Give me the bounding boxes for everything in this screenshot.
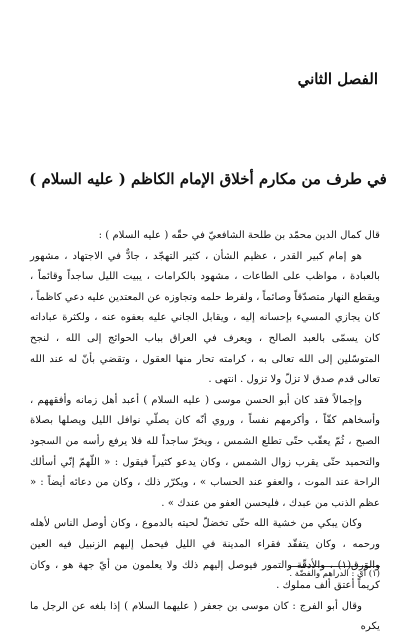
paragraph-charity: وكان يبكي من خشية الله حتّى تخضلّ لحيته بالدموع ، وكان أوصل الناس لأهله ورحمه ، وكان يتفقّد فقراء المدينة في الليل فيحمل إليهم الزنبيل فيه العين والوَرِق(١) ، والأدقّة والتمور فيوصل إليهم ذلك ولا يعلمون من أيّ جهة هو ، وكان كريماً أعتق ألف مملوك .	[30, 518, 380, 592]
paragraph-abu-al-faraj: وقال أبو الفرج : كان موسى بن جعفر ( عليهما السلام ) إذا بلغه عن الرجل ما يكره	[30, 600, 380, 633]
footnote-divider	[290, 566, 380, 567]
chapter-label: الفصل الثاني	[297, 70, 378, 88]
section-title: في طرف من مكارم أخلاق الإمام الكاظم ( عليه السلام )	[29, 170, 387, 188]
paragraph-intro: قال كمال الدين محمّد بن طلحة الشافعيّ في حقّه ( عليه السلام ) :	[98, 230, 380, 241]
paragraph-worship: وإجمالاً فقد كان أبو الحسن موسى ( عليه السلام ) أعبد أهل زمانه وأفقههم ، وأسخاهم كفّاً ، وأكرمهم نفساً ، وروي أنّه كان يصلّي نوافل الليل ويصلها بصلاة الصبح ، ثُمّ يعقّب حتّى تطلع الشمس ، ويخرّ ساجداً لله فلا يرفع رأسه من السجود والتحميد حتّى يقرب زوال الشمس ، وكان يدعو كثيراً فيقول : « اللّهمّ إنّي أسألك الراحة عند الموت ، والعفو عند الحساب » ، ويكرّر ذلك ، وكان من دعائه أيضاً : « عظم الذنب من عبدك ، فليحسن العفو من عندك » .	[30, 394, 380, 509]
paragraph-quote: هو إمام كبير القدر ، عظيم الشأن ، كثير التهجّد ، جادٌّ في الاجتهاد ، مشهور بالعبادة ، مواظب على الطاعات ، مشهود بالكرامات ، يبيت الليل ساجداً وقائماً ، ويقطع النهار متصدّقاً وصائماً ، ولفرط حلمه وتجاوزه عن المعتدين عليه دعي كاظماً ، كان يجازي المسيء بإحسانه إليه ، ويقابل الجاني عليه بعفوه عنه ، ولكثرة عباداته كان يسمّى بالعبد الصالح ، ويعرف في العراق بباب الحوائج إلى الله ، لنجح المتوسّلين إلى الله تعالى به ، كرامته تحار منها العقول ، وتقضي بأنّ له عند الله تعالى قدم صدق لا تزلّ ولا تزول . انتهى .	[30, 250, 380, 386]
footnote: (١) أي : الدراهم والفضّة .	[289, 569, 380, 579]
